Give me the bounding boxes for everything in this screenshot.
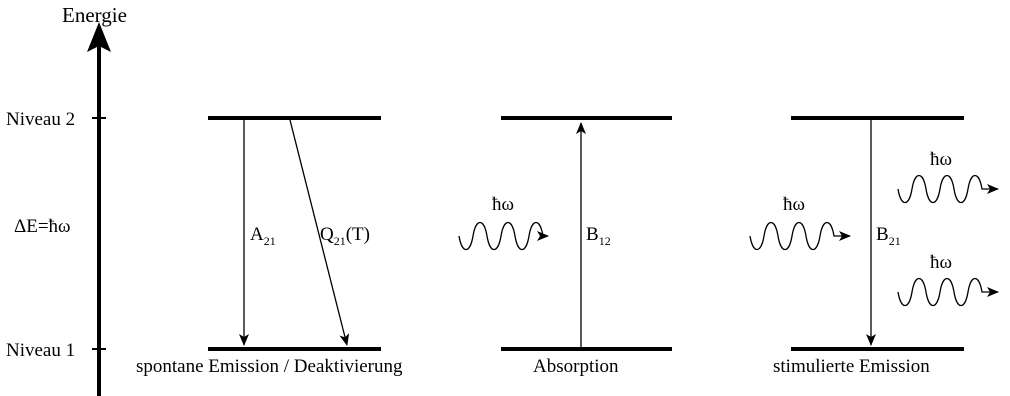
delta-e-label: ΔE=ħω [14,216,71,237]
stimulated-emission-panel [750,118,998,377]
a21-label: $A_{21}$ [250,224,276,248]
incoming-photon-wave-icon [750,223,850,250]
outgoing-photon-label-2: ħω [930,252,953,273]
outgoing-photon-wave-icon-2 [898,279,998,306]
outgoing-photon-wave-icon-1 [898,176,998,203]
photon-wave-icon [459,223,548,250]
spontaneous-emission-panel [136,118,403,377]
q21-label: $Q_{21}(T)$ [320,224,370,248]
absorption-caption: Absorption [533,356,619,377]
absorption-panel [459,118,672,377]
energy-axis [6,3,127,396]
level1-label: Niveau 1 [6,340,76,361]
energy-axis-title: Energie [62,3,127,27]
spontaneous-caption: spontane Emission / Deaktivierung [136,356,403,377]
b21-label: $B_{21}$ [876,224,901,248]
b12-label: $B_{12}$ [586,224,611,248]
photon-label: ħω [492,194,515,215]
incoming-photon-label: ħω [783,194,806,215]
level2-label: Niveau 2 [6,109,76,130]
q21-arrow [290,120,347,345]
stimulated-caption: stimulierte Emission [773,356,930,377]
outgoing-photon-label-1: ħω [930,149,953,170]
